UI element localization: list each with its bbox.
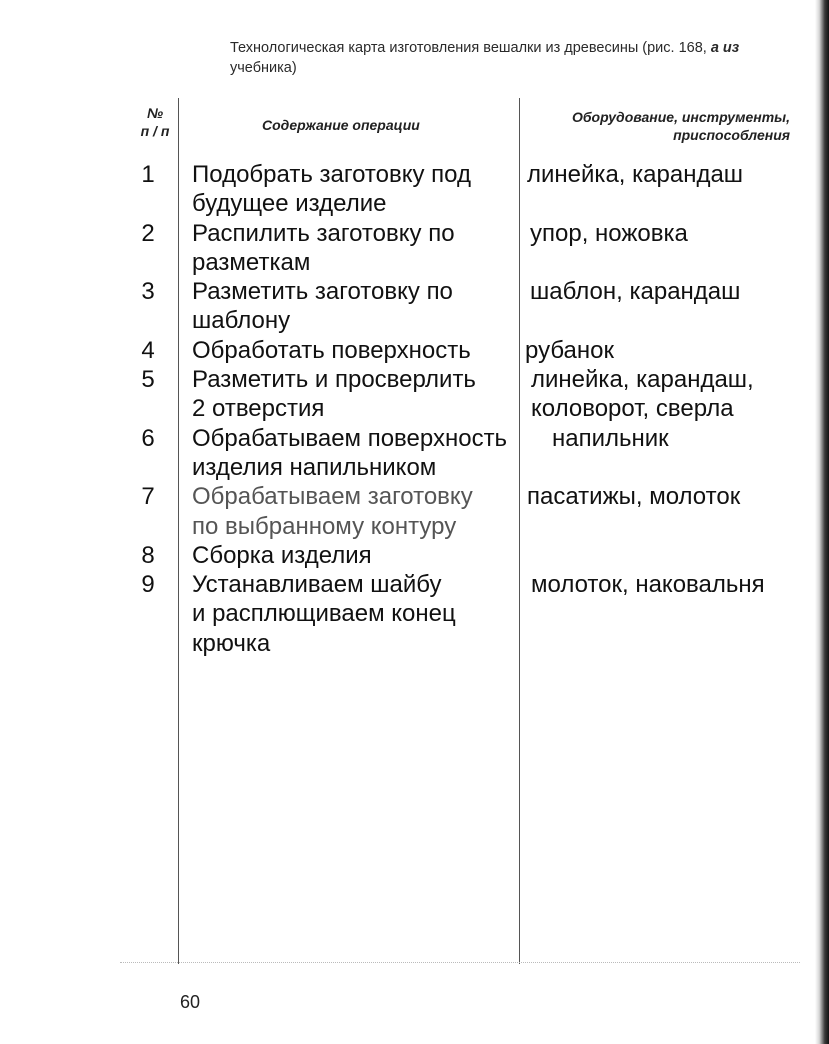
row-equipment bbox=[530, 219, 688, 248]
row-number: 3 bbox=[141, 278, 155, 306]
row-equipment bbox=[527, 160, 743, 189]
operation-line: Распилить заготовку по bbox=[192, 219, 455, 247]
row-operation bbox=[192, 160, 471, 219]
header-number bbox=[135, 104, 175, 140]
row-operation bbox=[192, 336, 471, 365]
row-operation bbox=[192, 482, 473, 541]
page-number: 60 bbox=[180, 992, 201, 1012]
row-number: 7 bbox=[141, 483, 155, 511]
row-equipment bbox=[531, 570, 765, 599]
operation-line: Разметить и просверлить bbox=[192, 366, 476, 394]
operation-line: разметкам bbox=[192, 248, 311, 276]
equipment-line: пасатижы, молоток bbox=[527, 483, 741, 511]
operation-line: Подобрать заготовку под bbox=[192, 161, 471, 188]
row-equipment bbox=[527, 482, 740, 511]
header-number-line-2: п / п bbox=[140, 123, 170, 139]
title-line-1: Технологическая карта изготовления вешалки из древесины (рис. 168, bbox=[230, 40, 707, 56]
operation-line: Обрабатываем поверхность bbox=[192, 424, 508, 452]
header-number-line-1: № bbox=[146, 105, 164, 121]
table-divider-right bbox=[519, 98, 520, 964]
operation-line: Обработать поверхность bbox=[192, 336, 471, 364]
operation-line: Сборка изделия bbox=[192, 541, 372, 569]
row-number: 8 bbox=[141, 541, 155, 569]
equipment-line: молоток, наковальня bbox=[531, 571, 765, 599]
operation-line: 2 отверстия bbox=[192, 395, 325, 423]
operation-line: крючка bbox=[192, 629, 271, 657]
operation-line: по выбранному контуру bbox=[192, 512, 457, 540]
row-equipment bbox=[525, 336, 614, 365]
row-operation bbox=[192, 365, 476, 424]
title-line-1-em: а из bbox=[706, 40, 740, 56]
header-equipment-line-2: приспособления bbox=[673, 127, 790, 143]
table-bottom-rule bbox=[120, 962, 800, 963]
row-equipment bbox=[552, 424, 669, 453]
operation-line: и расплющиваем конец bbox=[192, 600, 456, 628]
row-number: 2 bbox=[141, 219, 155, 247]
row-number: 9 bbox=[141, 571, 155, 599]
equipment-line: линейка, карандаш, bbox=[531, 366, 754, 394]
row-equipment bbox=[530, 277, 740, 306]
equipment-line: шаблон, карандаш bbox=[530, 278, 741, 306]
equipment-line: напильник bbox=[552, 424, 669, 452]
document-title bbox=[230, 38, 815, 78]
equipment-line: коловорот, сверла bbox=[531, 395, 734, 423]
row-number: 6 bbox=[141, 424, 155, 452]
operation-line: Обрабатываем заготовку bbox=[192, 483, 473, 511]
equipment-line: рубанок bbox=[525, 336, 614, 364]
row-operation bbox=[192, 424, 507, 483]
row-number: 4 bbox=[141, 336, 155, 364]
operation-line: будущее изделие bbox=[192, 190, 387, 218]
title-line-2: учебника) bbox=[230, 60, 297, 76]
operation-line: шаблону bbox=[192, 307, 291, 335]
row-operation bbox=[192, 570, 456, 658]
row-number: 5 bbox=[141, 366, 155, 394]
equipment-line: упор, ножовка bbox=[530, 219, 688, 247]
row-equipment bbox=[531, 365, 754, 424]
row-operation bbox=[192, 277, 453, 336]
scan-edge-shadow bbox=[815, 0, 829, 1044]
header-equipment-line-1: Оборудование, инструменты, bbox=[571, 109, 790, 125]
header-operation: Содержание операции bbox=[262, 117, 420, 133]
operation-line: Разметить заготовку по bbox=[192, 278, 453, 306]
header-equipment bbox=[530, 108, 790, 144]
equipment-line: линейка, карандаш bbox=[527, 161, 744, 188]
table-divider-left bbox=[178, 98, 179, 964]
row-number: 1 bbox=[141, 161, 155, 188]
row-operation bbox=[192, 219, 455, 278]
operation-line: Устанавливаем шайбу bbox=[192, 571, 442, 599]
operation-line: изделия напильником bbox=[192, 453, 437, 481]
row-operation bbox=[192, 541, 372, 570]
